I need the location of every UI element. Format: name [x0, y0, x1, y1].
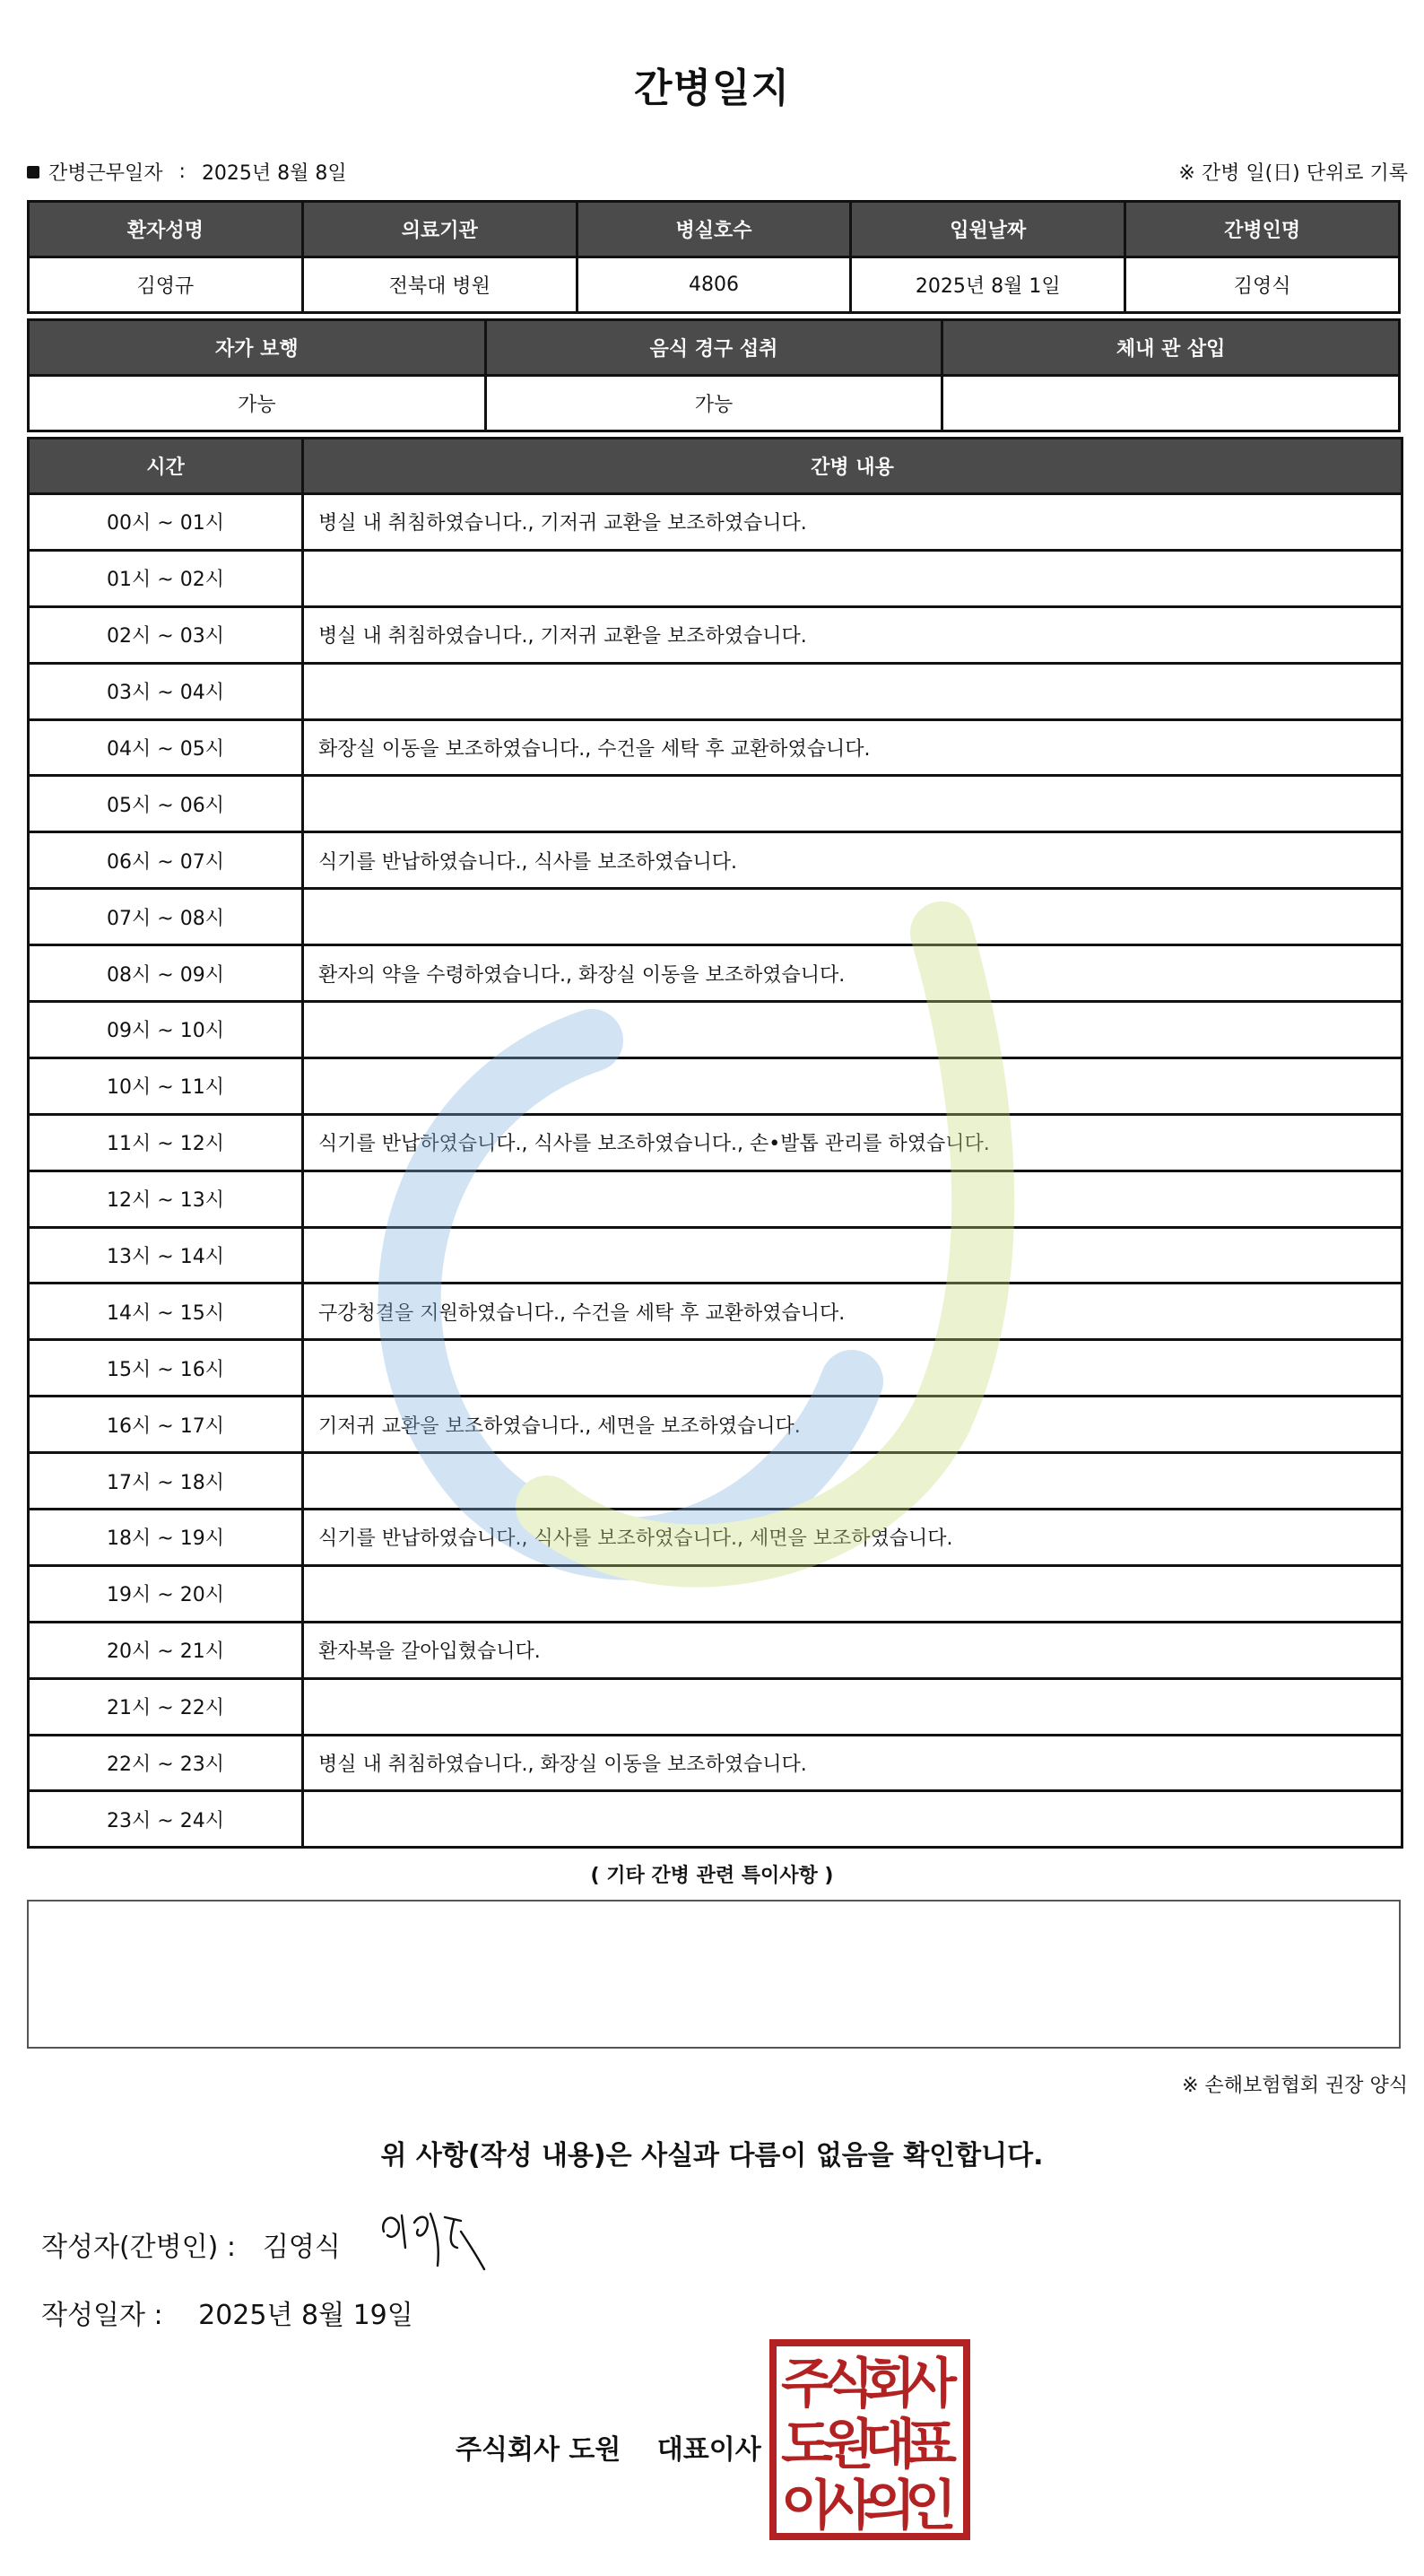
- care-log-row: [29, 1735, 1402, 1791]
- header-time: 시간: [29, 439, 303, 494]
- care-log-row: [29, 1114, 1402, 1171]
- written-date-line: [41, 2293, 413, 2332]
- svg-text:식: 식: [822, 2353, 874, 2415]
- care-log-time: 02시 ~ 03시: [29, 606, 303, 663]
- header-patient-name: 환자성명: [29, 202, 303, 257]
- care-log-content: 식기를 반납하였습니다., 식사를 보조하였습니다., 손•발톱 관리를 하였습니다.: [303, 1114, 1402, 1171]
- oral-intake-value: 가능: [485, 376, 942, 431]
- patient-info-table: [27, 200, 1401, 314]
- svg-text:표: 표: [905, 2414, 957, 2476]
- document-title: 간병일지: [633, 65, 790, 111]
- patient-status-table: [27, 318, 1401, 432]
- svg-text:사: 사: [822, 2475, 874, 2537]
- care-log-content: 병실 내 취침하였습니다., 화장실 이동을 보조하였습니다.: [303, 1735, 1402, 1791]
- care-log-time: 09시 ~ 10시: [29, 1002, 303, 1058]
- care-log-time: 01시 ~ 02시: [29, 550, 303, 606]
- company-name: 주식회사 도원: [456, 2434, 621, 2466]
- care-log-time: 17시 ~ 18시: [29, 1453, 303, 1510]
- confirmation-statement: 위 사항(작성 내용)은 사실과 다름이 없음을 확인합니다.: [380, 2140, 1044, 2171]
- patient-info-value-row: [29, 257, 1400, 313]
- special-notes-title: ( 기타 간병 관련 특이사항 ): [590, 1865, 834, 1887]
- care-log-time: 22시 ~ 23시: [29, 1735, 303, 1791]
- svg-text:도: 도: [781, 2414, 833, 2476]
- care-log-row: [29, 945, 1402, 1002]
- care-log-header-row: [29, 439, 1402, 494]
- care-log-row: [29, 606, 1402, 663]
- care-log-body: [29, 494, 1402, 1848]
- care-log-content: [303, 550, 1402, 606]
- care-log-time: 10시 ~ 11시: [29, 1057, 303, 1114]
- company-seal: [769, 2339, 970, 2540]
- care-log-time: 04시 ~ 05시: [29, 719, 303, 776]
- care-log-time: 00시 ~ 01시: [29, 494, 303, 551]
- header-care-content: 간병 내용: [303, 439, 1402, 494]
- care-log-row: [29, 1171, 1402, 1227]
- svg-text:원: 원: [822, 2414, 874, 2476]
- patient-status-header-row: [29, 320, 1400, 376]
- writer-line: [41, 2224, 341, 2264]
- record-unit-note: ※ 간병 일(日) 단위로 기록: [1178, 162, 1408, 185]
- header-admission-date: 입원날짜: [851, 202, 1125, 257]
- care-log-content: 식기를 반납하였습니다., 식사를 보조하였습니다., 세면을 보조하였습니다.: [303, 1510, 1402, 1566]
- handwritten-signature: [375, 2196, 491, 2276]
- care-log-content: 환자의 약을 수령하였습니다., 화장실 이동을 보조하였습니다.: [303, 945, 1402, 1002]
- care-log-content: [303, 1057, 1402, 1114]
- svg-text:인: 인: [905, 2475, 957, 2537]
- care-log-row: [29, 1622, 1402, 1678]
- header-institution: 의료기관: [302, 202, 577, 257]
- svg-text:사: 사: [905, 2353, 957, 2415]
- caregiver-name: 김영식: [1125, 257, 1400, 313]
- recommend-note: ※ 손해보험협회 권장 양식: [1182, 2075, 1408, 2097]
- patient-info-header-row: [29, 202, 1400, 257]
- care-log-time: 21시 ~ 22시: [29, 1678, 303, 1735]
- tube-insertion-value: [942, 376, 1400, 431]
- care-log-row: [29, 776, 1402, 832]
- care-log-content: [303, 1002, 1402, 1058]
- care-log-row: [29, 1284, 1402, 1340]
- header-tube-insertion: 체내 관 삽입: [942, 320, 1400, 376]
- work-date-label: 간병근무일자: [48, 162, 163, 185]
- care-log-content: 화장실 이동을 보조하였습니다., 수건을 세탁 후 교환하였습니다.: [303, 719, 1402, 776]
- care-log-content: [303, 1340, 1402, 1397]
- work-date-separator: :: [178, 161, 186, 183]
- care-log-time: 23시 ~ 24시: [29, 1791, 303, 1848]
- care-log-content: 병실 내 취침하였습니다., 기저귀 교환을 보조하였습니다.: [303, 606, 1402, 663]
- svg-text:회: 회: [864, 2353, 916, 2415]
- care-log-time: 07시 ~ 08시: [29, 889, 303, 945]
- care-log-content: [303, 1453, 1402, 1510]
- care-log-content: 환자복을 갈아입혔습니다.: [303, 1622, 1402, 1678]
- patient-status-value-row: [29, 376, 1400, 431]
- care-log-time: 15시 ~ 16시: [29, 1340, 303, 1397]
- writer-name: 김영식: [262, 2232, 341, 2263]
- svg-text:대: 대: [864, 2414, 916, 2476]
- header-oral-intake: 음식 경구 섭취: [485, 320, 942, 376]
- written-date-value: 2025년 8월 19일: [198, 2300, 413, 2331]
- care-log-row: [29, 1227, 1402, 1284]
- company-line: [456, 2427, 761, 2467]
- care-log-time: 11시 ~ 12시: [29, 1114, 303, 1171]
- care-log-content: [303, 776, 1402, 832]
- care-log-row: [29, 1002, 1402, 1058]
- header-room-number: 병실호수: [577, 202, 851, 257]
- square-bullet-icon: [27, 166, 39, 178]
- care-log-time: 19시 ~ 20시: [29, 1565, 303, 1622]
- svg-text:주: 주: [781, 2353, 833, 2415]
- care-log-content: 기저귀 교환을 보조하였습니다., 세면을 보조하였습니다.: [303, 1397, 1402, 1453]
- care-log-row: [29, 550, 1402, 606]
- self-walking-value: 가능: [29, 376, 486, 431]
- writer-label: 작성자(간병인) :: [41, 2232, 236, 2263]
- admission-date: 2025년 8월 1일: [851, 257, 1125, 313]
- care-log-row: [29, 663, 1402, 719]
- care-log-row: [29, 1340, 1402, 1397]
- care-log-content: [303, 1227, 1402, 1284]
- company-representative: 대표이사: [656, 2434, 761, 2466]
- header-caregiver-name: 간병인명: [1125, 202, 1400, 257]
- care-log-time: 16시 ~ 17시: [29, 1397, 303, 1453]
- special-notes-box: [27, 1900, 1401, 2049]
- header-self-walking: 자가 보행: [29, 320, 486, 376]
- care-log-row: [29, 719, 1402, 776]
- care-log-content: [303, 1791, 1402, 1848]
- care-log-row: [29, 1791, 1402, 1848]
- room-number: 4806: [577, 257, 851, 313]
- care-log-row: [29, 1057, 1402, 1114]
- care-log-row: [29, 1453, 1402, 1510]
- patient-name: 김영규: [29, 257, 303, 313]
- svg-text:이: 이: [781, 2475, 833, 2537]
- care-log-row: [29, 889, 1402, 945]
- care-log-row: [29, 1565, 1402, 1622]
- care-log-content: [303, 1171, 1402, 1227]
- care-log-content: [303, 1565, 1402, 1622]
- care-log-time: 08시 ~ 09시: [29, 945, 303, 1002]
- care-log-time: 06시 ~ 07시: [29, 832, 303, 889]
- care-log-content: [303, 1678, 1402, 1735]
- care-log-time: 13시 ~ 14시: [29, 1227, 303, 1284]
- care-log-row: [29, 1510, 1402, 1566]
- care-log-time: 03시 ~ 04시: [29, 663, 303, 719]
- institution: 전북대 병원: [302, 257, 577, 313]
- care-log-row: [29, 1678, 1402, 1735]
- care-log-row: [29, 1397, 1402, 1453]
- written-date-label: 작성일자 :: [41, 2300, 163, 2331]
- care-log-content: 구강청결을 지원하였습니다., 수건을 세탁 후 교환하였습니다.: [303, 1284, 1402, 1340]
- care-log-time: 20시 ~ 21시: [29, 1622, 303, 1678]
- care-log-row: [29, 832, 1402, 889]
- work-date-value: 2025년 8월 8일: [201, 162, 347, 185]
- svg-text:의: 의: [864, 2475, 916, 2537]
- care-log-row: [29, 494, 1402, 551]
- care-log-time: 18시 ~ 19시: [29, 1510, 303, 1566]
- work-date-line: [27, 158, 347, 186]
- care-log-content: 병실 내 취침하였습니다., 기저귀 교환을 보조하였습니다.: [303, 494, 1402, 551]
- care-log-content: [303, 663, 1402, 719]
- care-log-time: 05시 ~ 06시: [29, 776, 303, 832]
- care-log-content: [303, 889, 1402, 945]
- care-log-time: 12시 ~ 13시: [29, 1171, 303, 1227]
- care-log-content: 식기를 반납하였습니다., 식사를 보조하였습니다.: [303, 832, 1402, 889]
- care-log-table: [27, 437, 1403, 1849]
- care-log-time: 14시 ~ 15시: [29, 1284, 303, 1340]
